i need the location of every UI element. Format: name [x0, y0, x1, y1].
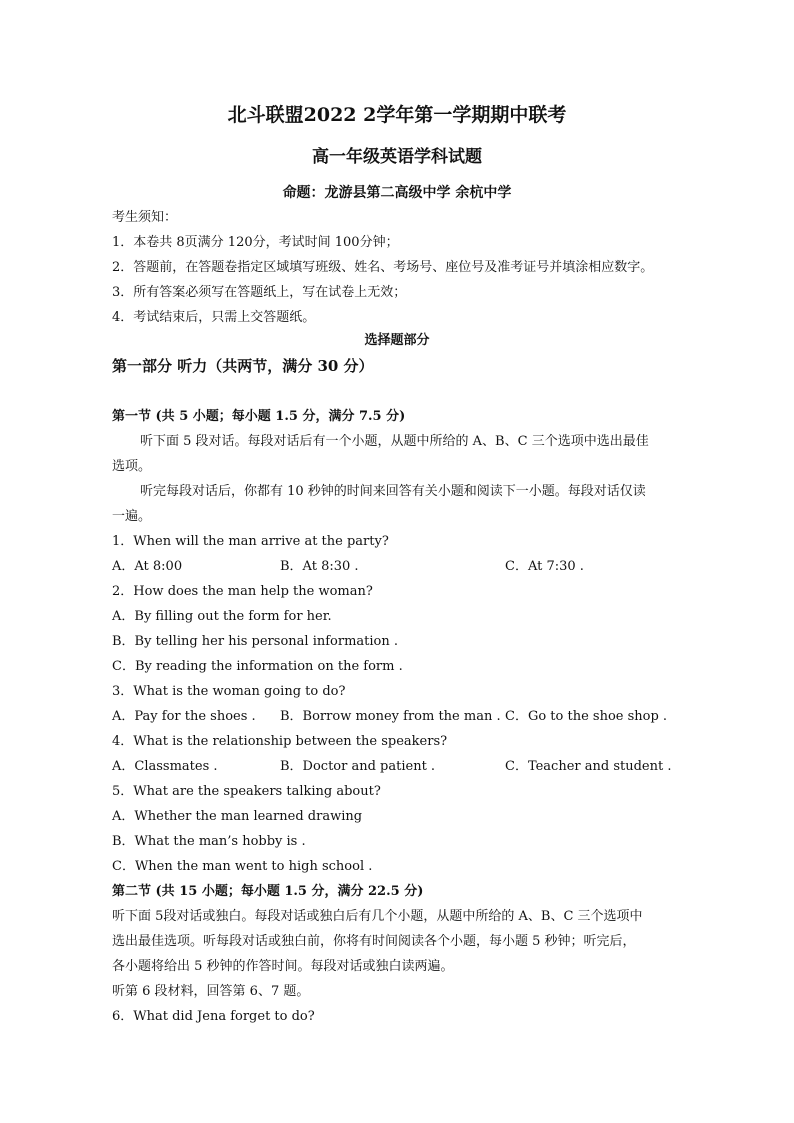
section1-instruction: 一遍。 — [112, 509, 152, 524]
part1-title: 第一部分 听力（共两节，满分 30 分） — [112, 357, 374, 375]
section2-instruction: 听下面 5段对话或独白。每段对话或独白后有几个小题，从题中所给的 A、B、C 三个选项中 — [112, 909, 643, 924]
option-b: B．What the man’s hobby is . — [112, 834, 306, 849]
section-title: 选择题部分 — [364, 333, 430, 348]
section1-instruction: 听完每段对话后，你都有 10 秒钟的时间来回答有关小题和阅读下一小题。每段对话仅读 — [140, 484, 646, 499]
question-stem: 5．What are the speakers talking about? — [112, 784, 381, 799]
section1-title: 第一节 (共 5 小题；每小题 1.5 分，满分 7.5 分) — [112, 409, 406, 424]
option-a: A．By filling out the form for her. — [112, 609, 332, 624]
option-b: B．Borrow money from the man . — [280, 709, 501, 724]
section1-instruction: 选项。 — [112, 459, 152, 474]
option-c: C．Teacher and student . — [505, 759, 672, 774]
exam-title: 北斗联盟2022 2学年第一学期期中联考 — [227, 104, 567, 126]
option-a: A．Whether the man learned drawing — [112, 809, 363, 824]
option-b: B．Doctor and patient . — [280, 759, 436, 774]
option-a: A．At 8:00 — [112, 559, 183, 574]
section1-instruction: 听下面 5 段对话。每段对话后有一个小题，从题中所给的 A、B、C 三个选项中选出最佳 — [140, 434, 649, 449]
section2-title: 第二节 (共 15 小题；每小题 1.5 分，满分 22.5 分) — [112, 884, 424, 899]
exam-authors: 命题：龙游县第二高级中学 余杭中学 — [282, 185, 512, 201]
notice-heading: 考生须知： — [112, 210, 178, 225]
section2-instruction: 选出最佳选项。听每段对话或独白前，你将有时间阅读各个小题，每小题 5 秒钟；听完后， — [112, 934, 636, 949]
option-c: C．When the man went to high school . — [112, 859, 373, 874]
option-c: C．By reading the information on the form . — [112, 659, 403, 674]
question-stem: 6．What did Jena forget to do? — [112, 1009, 315, 1024]
section2-instruction: 各小题将给出 5 秒钟的作答时间。每段对话或独白读两遍。 — [112, 959, 454, 974]
question-stem: 4．What is the relationship between the speakers? — [112, 734, 448, 749]
exam-subject: 高一年级英语学科试题 — [312, 147, 482, 167]
option-b: B．By telling her his personal information . — [112, 634, 398, 649]
notice-item: 3．所有答案必须写在答题纸上，写在试卷上无效； — [112, 285, 407, 300]
option-a: A．Pay for the shoes . — [112, 709, 256, 724]
option-b: B．At 8:30 . — [280, 559, 359, 574]
material-note: 听第 6 段材料，回答第 6、7 题。 — [112, 984, 310, 999]
option-c: C．Go to the shoe shop . — [505, 709, 668, 724]
option-a: A．Classmates . — [112, 759, 218, 774]
question-stem: 2．How does the man help the woman? — [112, 584, 373, 599]
notice-item: 1．本卷共 8页满分 120分，考试时间 100分钟； — [112, 235, 399, 250]
question-stem: 1．When will the man arrive at the party? — [112, 534, 389, 549]
notice-item: 4．考试结束后，只需上交答题纸。 — [112, 310, 316, 325]
option-c: C．At 7:30 . — [505, 559, 584, 574]
notice-item: 2．答题前，在答题卷指定区域填写班级、姓名、考场号、座位号及准考证号并填涂相应数字。 — [112, 260, 654, 275]
question-stem: 3．What is the woman going to do? — [112, 684, 346, 699]
